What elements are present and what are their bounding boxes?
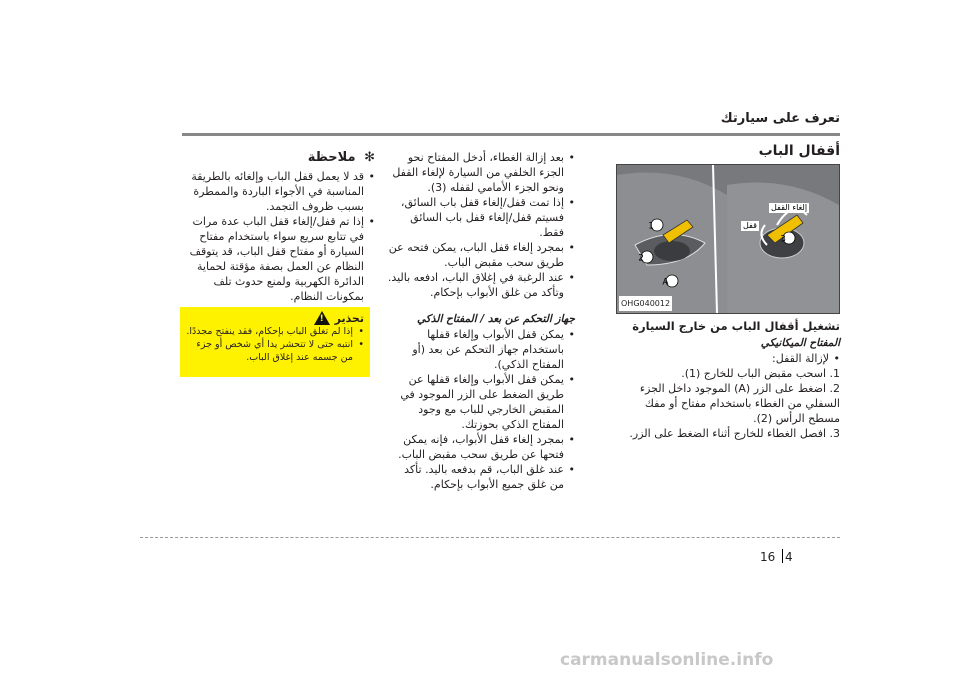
callout-2: 2	[638, 253, 644, 264]
remote-subheading: جهاز التحكم عن بعد / المفتاح الذكي	[417, 313, 575, 325]
figure-code: OHG040012	[619, 296, 672, 311]
note-bullet-1: • قد لا يعمل قفل الباب وإلغائه بالطريقة المناسبة في الأجواء الباردة والممطرة بسبب ظروف التجمد.	[179, 169, 375, 214]
note-title: ملاحظة	[307, 150, 356, 165]
warning-bullet-1: • إذا لم تغلق الباب بإحكام، فقد ينفتح مجددًا.	[186, 325, 364, 338]
mid-bullet-8: • عند غلق الباب، قم بدفعه باليد. تأكد من غلق جميع الأبواب بإحكام.	[387, 462, 575, 492]
warning-title: تحذير	[334, 311, 364, 325]
warning-box	[180, 307, 370, 377]
mechanical-key-subheading: المفتاح الميكانيكي	[760, 337, 840, 349]
callout-3: 3	[780, 234, 786, 245]
chapter-number: 4	[785, 550, 793, 564]
middle-column	[387, 150, 575, 492]
mid-bullet-5: • يمكن قفل الأبواب وإلغاء قفلها باستخدام جهاز التحكم عن بعد (أو المفتاح الذكي).	[387, 327, 575, 372]
section-title: أقفال الباب	[758, 143, 840, 159]
mid-bullet-3: • بمجرد إلغاء قفل الباب، يمكن فتحه عن طريق سحب مقبض الباب.	[387, 240, 575, 270]
warning-bullet-2: • انتبه حتى لا تتحشر يدا أي شخص أو جزء من جسمه عند إغلاق الباب.	[186, 338, 364, 364]
mid-bullet-4: • عند الرغبة في إغلاق الباب، ادفعه باليد. وتأكد من غلق الأبواب بإحكام.	[387, 270, 575, 300]
right-column	[618, 164, 840, 441]
mid-bullet-6: • يمكن قفل الأبواب وإلغاء قفلها عن طريق الضغط على الزر الموجود في المقبض الخارجي للباب مع وجود المفتاح الذكي بحوزتك.	[387, 372, 575, 432]
footer-divider	[782, 549, 783, 563]
star-icon: ✻	[364, 150, 375, 165]
mid-bullet-2: • إذا تمت قفل/إلغاء قفل باب السائق، فسيتم قفل/إلغاء قفل باب السائق فقط.	[387, 195, 575, 240]
note-heading	[179, 150, 375, 165]
door-illustration	[617, 165, 839, 313]
step-3: 3. افصل الغطاء للخارج أثناء الضغط على الزر.	[629, 427, 840, 440]
step-2: 2. اضغط على الزر (A) الموجود داخل الجزء السفلي من الغطاء باستخدام مفتاح أو مفك مسطح الرأس (2).	[639, 382, 840, 425]
warning-heading	[186, 311, 364, 325]
callout-1: 1	[648, 221, 654, 232]
mid-bullet-7: • بمجرد إلغاء قفل الأبواب، فإنه يمكن فتحها عن طريق سحب مقبض الباب.	[387, 432, 575, 462]
mid-bullet-1: • بعد إزالة الغطاء، أدخل المفتاح نحو الجزء الخلفي من السيارة لإلغاء القفل ونحو الجزء الأمامي لقفله (3).	[387, 150, 575, 195]
left-column	[179, 150, 375, 304]
step-1: 1. اسحب مقبض الباب للخارج (1).	[681, 367, 840, 380]
note-bullet-2: • إذا تم قفل/إلغاء قفل الباب عدة مرات في تتابع سريع سواء باستخدام مفتاح السيارة أو مفتاح قفل الباب، قد يتوقف النظام عن العمل بصفة مؤقتة لحماية الدائرة الكهربية ولمنع حدوث تلف بمكونات النظام.	[179, 214, 375, 304]
warning-triangle-icon	[314, 311, 330, 325]
callout-a: A	[662, 277, 669, 288]
remove-cover-bullet: • لإزالة القفل:	[618, 351, 840, 366]
outside-lock-heading: تشغيل أقفال الباب من خارج السيارة	[632, 319, 840, 333]
footer-rule	[140, 537, 840, 538]
door-lock-figure	[616, 164, 840, 314]
figure-tag-lock: قفل	[743, 221, 757, 230]
header-rule	[182, 133, 840, 136]
page-number: 16	[760, 550, 776, 564]
watermark: carmanualsonline.info	[560, 650, 774, 670]
figure-tag-unlock: إلغاء القفل	[771, 203, 808, 212]
page-header-title: تعرف على سيارتك	[720, 111, 840, 126]
